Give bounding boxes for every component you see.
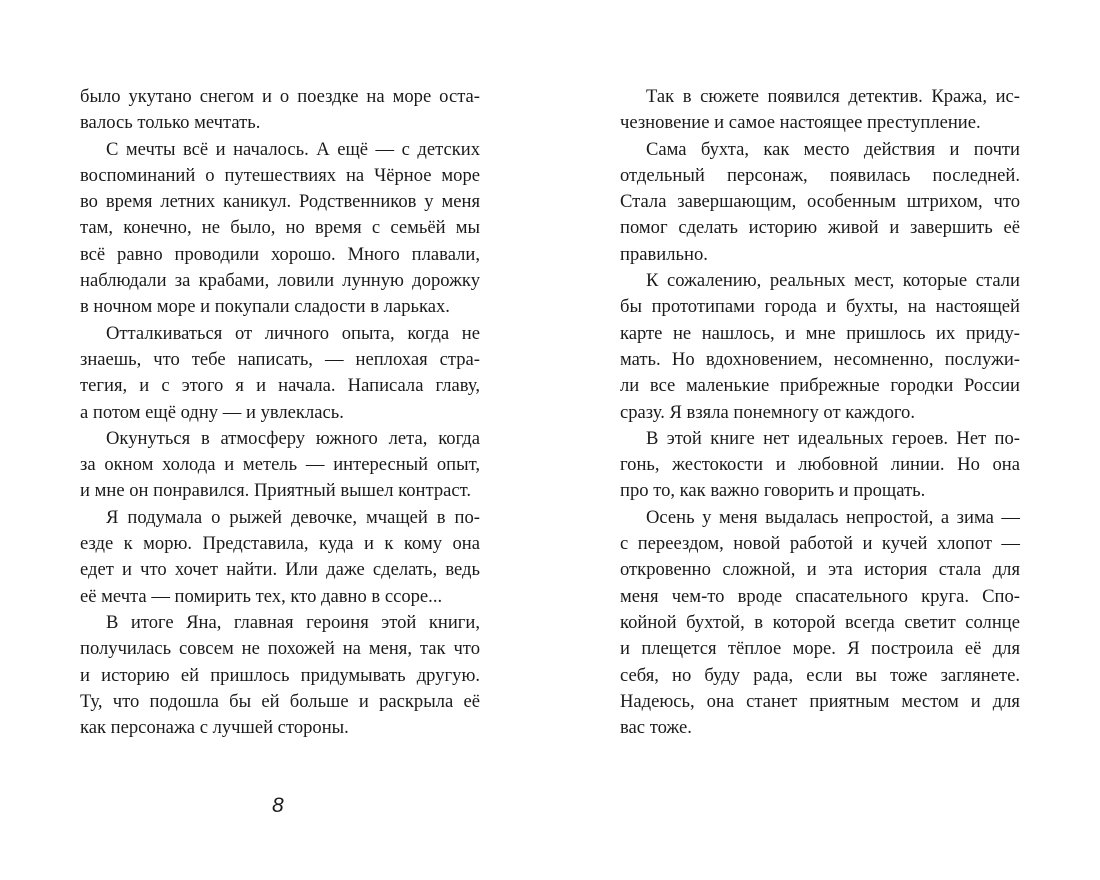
text-line: С мечты всё и началось. А ещё — с детских	[106, 138, 480, 160]
text-line: там, конечно, не было, но время с семьёй мы	[80, 217, 480, 239]
text-line: и мне он понравился. Приятный вышел контраст.	[80, 480, 472, 502]
paragraph	[620, 505, 1020, 742]
text-line: Ту, что подошла бы ей больше и раскрыла её	[80, 690, 480, 712]
right-page-text	[620, 84, 1020, 741]
paragraph	[80, 610, 480, 741]
text-line: Отталкиваться от личного опыта, когда не	[106, 322, 480, 344]
text-line: меня чем-то вроде спасательного круга. Спо-	[620, 585, 1020, 607]
paragraph	[80, 137, 480, 321]
text-line: всё равно проводили хорошо. Много плавали,	[80, 243, 480, 265]
text-line: карте не нашлось, и мне пришлось их приду-	[620, 322, 1020, 344]
text-line: Надеюсь, она станет приятным местом и для	[620, 690, 1020, 712]
paragraph	[80, 84, 480, 137]
text-line: воспоминаний о путешествиях на Чёрное море	[80, 164, 480, 186]
text-line: мать. Но вдохновением, несомненно, послужи-	[620, 348, 1020, 370]
text-line: Сама бухта, как место действия и почти	[646, 138, 1020, 160]
text-line: чезновение и самое настоящее преступление.	[620, 112, 981, 134]
text-line: В итоге Яна, главная героиня этой книги,	[106, 611, 480, 633]
text-line: Стала завершающим, особенным штрихом, что	[620, 191, 1020, 213]
text-line: Окунуться в атмосферу южного лета, когда	[106, 427, 480, 449]
text-line: правильно.	[620, 243, 708, 265]
text-line: тегия, и с этого я и начала. Написала главу,	[80, 375, 480, 397]
text-line: койной бухтой, в которой всегда светит солнце	[620, 611, 1020, 633]
text-line: наблюдали за крабами, ловили лунную дорожку	[80, 270, 480, 292]
text-line: за окном холода и метель — интересный опыт,	[80, 454, 480, 476]
text-line: помог сделать историю живой и завершить её	[620, 217, 1020, 239]
paragraph	[80, 505, 480, 610]
text-line: Осень у меня выдалась непростой, а зима —	[646, 506, 1020, 528]
text-line: валось только мечтать.	[80, 112, 261, 134]
text-line: Я подумала о рыжей девочке, мчащей в по-	[106, 506, 480, 528]
text-line: откровенно сложной, и эта история стала для	[620, 559, 1020, 581]
paragraph	[620, 137, 1020, 268]
text-line: было укутано снегом и о поездке на море оста-	[80, 86, 480, 107]
text-line: с переездом, новой работой и кучей хлопот —	[620, 533, 1020, 555]
text-line: и историю ей пришлось придумывать другую.	[80, 664, 480, 686]
text-line: ли все маленькие прибрежные городки России	[620, 375, 1020, 397]
text-line: едет и что хочет найти. Или даже сделать, ведь	[80, 559, 480, 581]
text-line: К сожалению, реальных мест, которые стали	[646, 270, 1020, 292]
text-line: знаешь, что тебе написать, — неплохая стра-	[80, 348, 480, 370]
left-page-text	[80, 84, 480, 741]
text-line: бы прототипами города и бухты, на настоящей	[620, 296, 1020, 318]
text-line: её мечта — помирить тех, кто давно в ссоре...	[80, 585, 443, 607]
paragraph	[80, 321, 480, 426]
text-line: сразу. Я взяла понемногу от каждого.	[620, 401, 915, 423]
text-line: а потом ещё одну — и увлеклась.	[80, 401, 344, 423]
text-line: Так в сюжете появился детектив. Кража, ис-	[646, 86, 1020, 107]
text-line: получилась совсем не похожей на меня, так что	[80, 638, 480, 660]
paragraph	[620, 426, 1020, 505]
paragraph	[80, 426, 480, 505]
text-line: вас тоже.	[620, 717, 692, 739]
page-number: 8	[272, 794, 284, 817]
text-line: во время летних каникул. Родственников у меня	[80, 191, 480, 213]
text-line: В этой книге нет идеальных героев. Нет по-	[646, 427, 1020, 449]
text-line: как персонажа с лучшей стороны.	[80, 717, 349, 739]
text-line: гонь, жестокости и любовной линии. Но она	[620, 454, 1020, 476]
paragraph	[620, 268, 1020, 426]
text-line: себя, но буду рада, если вы тоже заглянете.	[620, 664, 1020, 686]
text-line: в ночном море и покупали сладости в ларьках.	[80, 296, 450, 318]
paragraph	[620, 84, 1020, 137]
text-line: про то, как важно говорить и прощать.	[620, 480, 926, 502]
text-line: езде к морю. Представила, куда и к кому она	[80, 533, 480, 555]
text-line: отдельный персонаж, появилась последней.	[620, 164, 1020, 186]
text-line: и плещется тёплое море. Я построила её для	[620, 638, 1020, 660]
